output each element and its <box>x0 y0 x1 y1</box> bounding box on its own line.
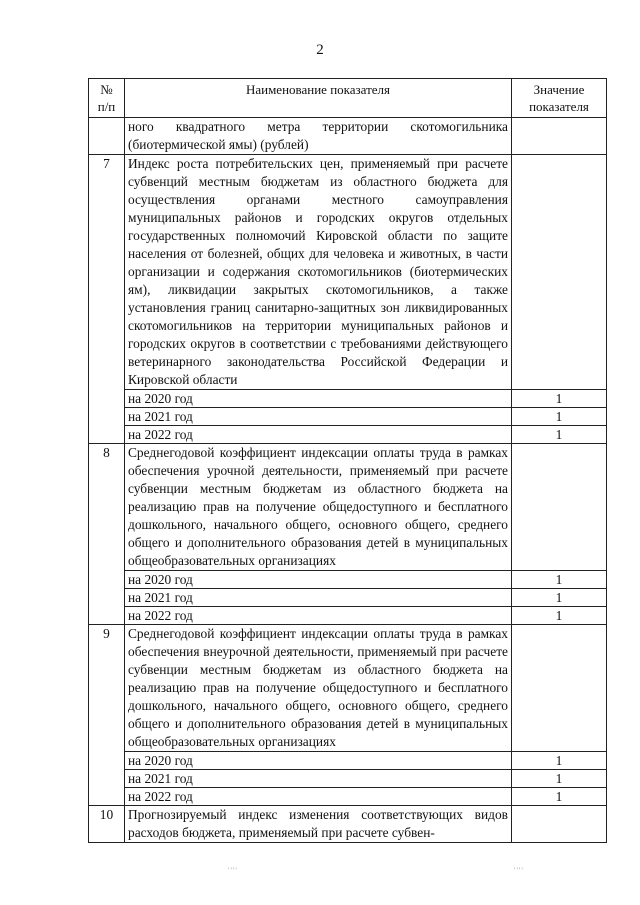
continuation-row <box>89 118 607 155</box>
year-value: 1 <box>512 426 607 444</box>
year-value: 1 <box>512 408 607 426</box>
year-row <box>89 390 607 408</box>
item-description: Прогнозируемый индекс изменения соответствующих видов расходов бюджета, применяемый при расчете субвен- <box>125 806 512 843</box>
continuation-value-cell <box>512 118 607 155</box>
item-description: Среднегодовой коэффициент индексации оплаты труда в рамках обеспечения внеурочной деятельности, применяемый при расчете субвенции местным бюджетам из областного бюджета на реализацию прав на получение общедоступного и бесплатного дошкольного, начального общего, основного общего, среднего общего и дополнительного образования детей в муниципальных общеобразовательных организациях <box>125 625 512 752</box>
year-row <box>89 770 607 788</box>
year-row <box>89 788 607 806</box>
year-label: на 2021 год <box>125 589 512 607</box>
footer-mark-left: '''' <box>228 866 238 875</box>
year-row <box>89 426 607 444</box>
year-label: на 2020 год <box>125 390 512 408</box>
year-value: 1 <box>512 752 607 770</box>
year-row <box>89 752 607 770</box>
header-indicator-value: Значение показателя <box>512 79 607 118</box>
item-row <box>89 444 607 571</box>
year-value: 1 <box>512 770 607 788</box>
header-number: № п/п <box>89 79 125 118</box>
footer-mark-right: '''' <box>514 866 524 875</box>
year-value: 1 <box>512 571 607 589</box>
table-header-row <box>89 79 607 118</box>
item-value-empty <box>512 625 607 752</box>
header-indicator-name: Наименование показателя <box>125 79 512 118</box>
page-number: 2 <box>316 42 324 58</box>
year-label: на 2022 год <box>125 426 512 444</box>
item-number: 10 <box>89 806 125 843</box>
year-value: 1 <box>512 607 607 625</box>
year-label: на 2020 год <box>125 571 512 589</box>
year-row <box>89 589 607 607</box>
year-label: на 2020 год <box>125 752 512 770</box>
year-label: на 2022 год <box>125 788 512 806</box>
year-label: на 2021 год <box>125 408 512 426</box>
year-row <box>89 607 607 625</box>
item-number: 7 <box>89 155 125 444</box>
item-value-empty <box>512 806 607 843</box>
item-value-empty <box>512 155 607 390</box>
year-label: на 2021 год <box>125 770 512 788</box>
continuation-number-cell <box>89 118 125 155</box>
item-number: 8 <box>89 444 125 625</box>
year-value: 1 <box>512 390 607 408</box>
item-value-empty <box>512 444 607 571</box>
year-value: 1 <box>512 788 607 806</box>
item-description: Среднегодовой коэффициент индексации оплаты труда в рамках обеспечения урочной деятельности, применяемый при расчете субвенции местным бюджетам из областного бюджета на реализацию прав на получение общедоступного и бесплатного дошкольного, начального общего, основного общего, среднего общего и дополнительного образования детей в муниципальных общеобразовательных организациях <box>125 444 512 571</box>
continuation-text: ного квадратного метра территории скотомогильника (биотермической ямы) (рублей) <box>125 118 512 155</box>
year-label: на 2022 год <box>125 607 512 625</box>
year-value: 1 <box>512 589 607 607</box>
item-row <box>89 625 607 752</box>
item-number: 9 <box>89 625 125 806</box>
item-row <box>89 806 607 843</box>
item-row <box>89 155 607 390</box>
indicators-table <box>88 78 607 843</box>
item-description: Индекс роста потребительских цен, применяемый при расчете субвенций местным бюджетам из областного бюджета для осуществления органами местного самоуправления муниципальных районов и городских округов отдельных государственных полномочий Кировской области по защите населения от болезней, общих для человека и животных, в части организации и содержания скотомогильников (биотермических ям), ликвидации закрытых скотомогильников, а также установления границ санитарно-защитных зон ликвидированных скотомогильников на территории муниципальных районов и городских округов в соответствии с требованиями действующего ветеринарного законодательства Российской Федерации и Кировской области <box>125 155 512 390</box>
year-row <box>89 408 607 426</box>
year-row <box>89 571 607 589</box>
